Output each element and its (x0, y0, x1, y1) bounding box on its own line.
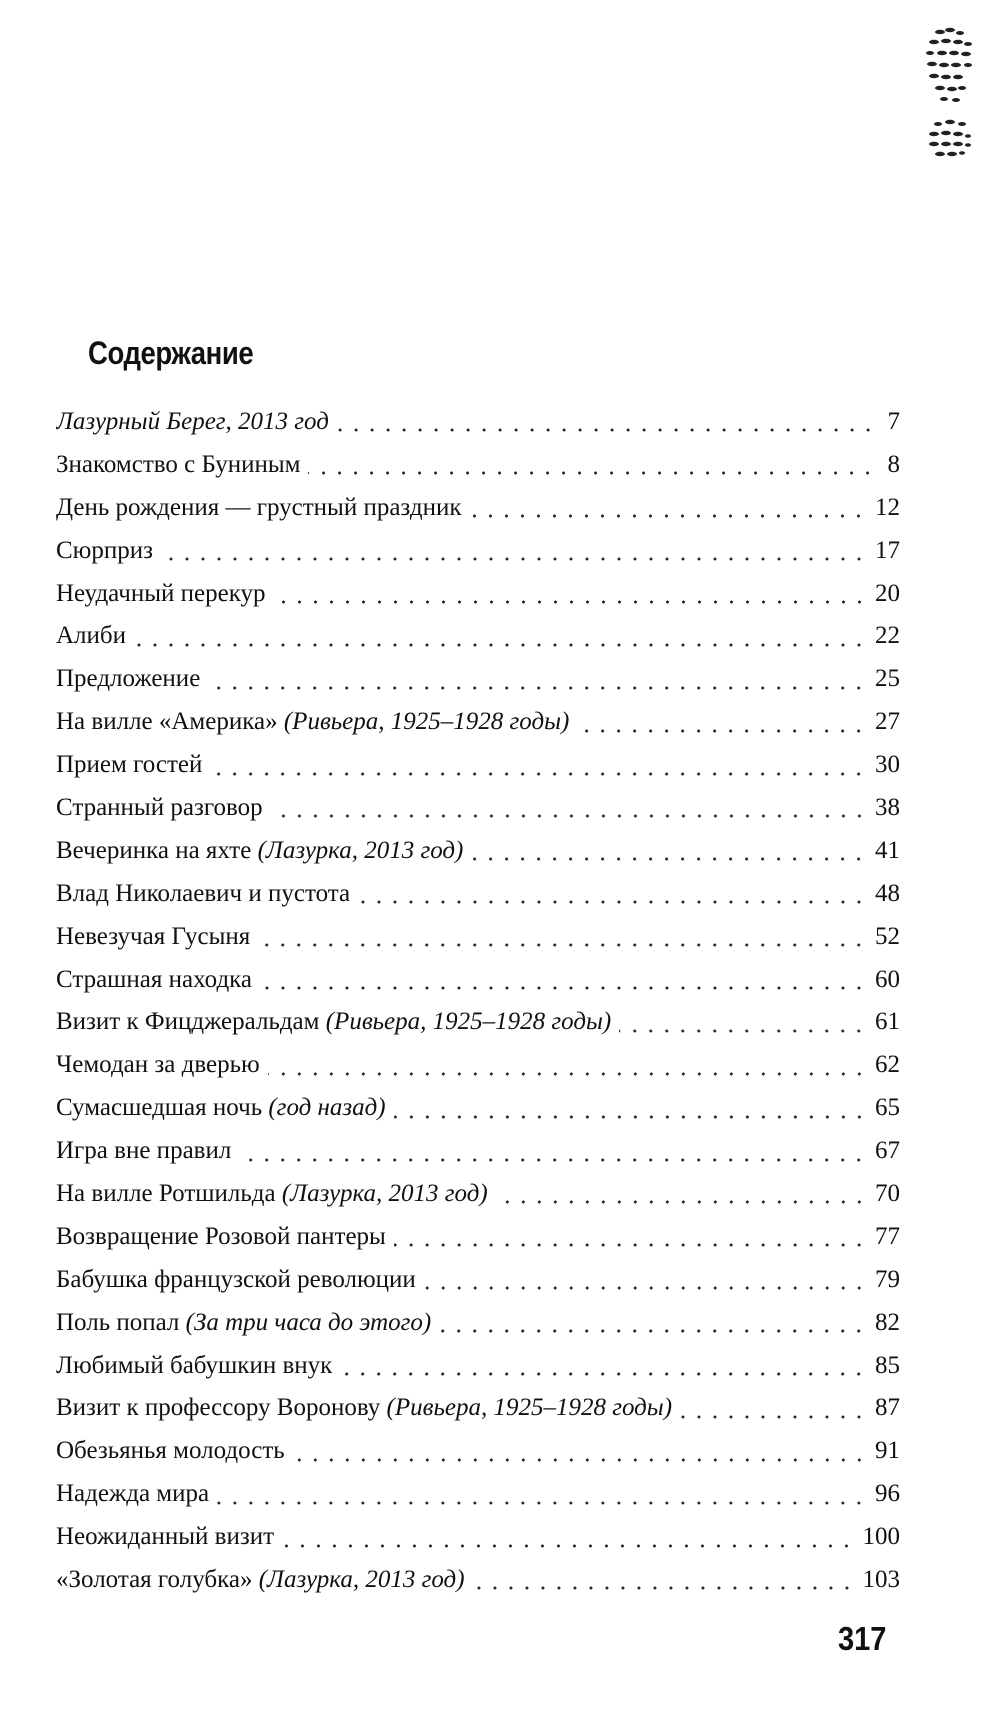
toc-entry-page: 67 (875, 1137, 900, 1165)
toc-entry-page: 100 (862, 1523, 900, 1551)
toc-entry-title (56, 873, 350, 916)
toc-entry-main: Прием гостей (56, 751, 203, 779)
toc-entry-title (56, 1516, 274, 1559)
toc-entry-page: 87 (875, 1394, 900, 1422)
toc-entry (56, 1345, 900, 1388)
toc-entry (56, 1130, 900, 1173)
toc-entry (56, 1387, 900, 1430)
toc-entry-subtitle: (Ривьера, 1925–1928 годы) (325, 1008, 612, 1036)
toc-entry-page: 17 (875, 536, 900, 564)
toc-entry-title (56, 487, 461, 530)
dot-leader (577, 729, 867, 733)
toc-entry-title (56, 1473, 209, 1516)
toc-entry (56, 658, 900, 701)
dot-leader (680, 1415, 867, 1419)
toc-entry-main: На вилле Ротшильда (56, 1180, 276, 1208)
toc-entry (56, 487, 900, 530)
toc-entry-main: Невезучая Гусыня (56, 922, 251, 950)
toc-entry-page: 12 (875, 493, 900, 521)
toc-entry-main: Сумасшедшая ночь (56, 1094, 263, 1122)
toc-entry (56, 787, 900, 830)
toc-entry-page: 48 (875, 879, 900, 907)
toc-entry-page: 70 (875, 1180, 900, 1208)
dot-leader (293, 1458, 867, 1462)
toc-entry-title (56, 1216, 386, 1259)
toc-entry-title (56, 530, 153, 573)
toc-entry-main: Любимый бабушкин внук (56, 1351, 333, 1379)
toc-entry-main: На вилле «Америка» (56, 708, 278, 736)
toc-entry-subtitle: (Лазурка, 2013 год) (281, 1180, 488, 1208)
toc-entry-page: 65 (875, 1094, 900, 1122)
toc-entry-page: 8 (887, 450, 900, 478)
dot-leader (469, 514, 867, 518)
dot-leader (274, 600, 867, 604)
dot-leader (268, 1072, 867, 1076)
toc-entry-page: 60 (875, 965, 900, 993)
toc-entry-title (56, 1087, 386, 1130)
toc-entry (56, 916, 900, 959)
dot-leader (340, 1372, 867, 1376)
toc-entry-main: Алиби (56, 622, 127, 650)
toc-entry-page: 27 (875, 708, 900, 736)
toc-entry-main: Влад Николаевич и пустота (56, 879, 351, 907)
toc-entry-page: 38 (875, 794, 900, 822)
toc-entry-page: 91 (875, 1437, 900, 1465)
toc-entry-page: 103 (862, 1566, 900, 1594)
toc-entry-title (56, 1130, 231, 1173)
toc-entry-subtitle: (За три часа до этого) (185, 1308, 432, 1336)
toc-entry-page: 30 (875, 751, 900, 779)
toc-heading: Содержание (88, 335, 254, 371)
toc-entry (56, 830, 900, 873)
toc-entry (56, 1559, 900, 1602)
toc-entry-title (56, 830, 463, 873)
toc-entry-title (56, 959, 252, 1002)
dot-leader (134, 643, 867, 647)
toc-entry-subtitle: (Ривьера, 1925–1928 годы) (386, 1394, 673, 1422)
toc-entry-page: 61 (875, 1008, 900, 1036)
toc-entry-page: 41 (875, 836, 900, 864)
dot-leader (424, 1286, 867, 1290)
toc-entry (56, 615, 900, 658)
toc-entry-page: 79 (875, 1265, 900, 1293)
dot-leader (208, 686, 867, 690)
toc-entry-main: Игра вне правил (56, 1137, 232, 1165)
toc-entry-page: 52 (875, 922, 900, 950)
toc-entry-page: 85 (875, 1351, 900, 1379)
toc-entry-title (56, 1387, 672, 1430)
toc-entry (56, 401, 900, 444)
toc-entry (56, 1473, 900, 1516)
dot-leader (271, 814, 867, 818)
dot-leader (239, 1158, 867, 1162)
toc-entry-title (56, 916, 250, 959)
toc-entry-page: 82 (875, 1308, 900, 1336)
dot-leader (258, 943, 867, 947)
toc-entry-title (56, 1302, 431, 1345)
toc-entry (56, 444, 900, 487)
toc-entry-subtitle: (Ривьера, 1925–1928 годы) (283, 708, 570, 736)
toc-entry-title (56, 787, 263, 830)
toc-entry (56, 1044, 900, 1087)
toc-entry-title (56, 573, 266, 616)
toc-entry-page: 62 (875, 1051, 900, 1079)
toc-entry (56, 573, 900, 616)
toc-entry (56, 744, 900, 787)
toc-entry-main: Странный разговор (56, 794, 263, 822)
toc-entry-subtitle: Лазурный Берег, 2013 год (56, 408, 329, 435)
toc-entry (56, 1516, 900, 1559)
dot-leader (282, 1544, 854, 1548)
dot-leader (394, 1115, 867, 1119)
toc-entry-main: Предложение (56, 665, 201, 693)
dot-leader (337, 428, 876, 432)
toc-entry-main: Неожиданный визит (56, 1523, 275, 1551)
toc-entry-main: Вечеринка на яхте (56, 836, 252, 864)
toc-entry (56, 873, 900, 916)
toc-entry-main: Знакомство с Буниным (56, 450, 301, 478)
toc-list (56, 401, 900, 1602)
dot-leader (217, 1501, 867, 1505)
toc-entry (56, 701, 900, 744)
toc-entry-main: Визит к профессору Воронову (56, 1394, 381, 1422)
toc-entry-main: Визит к Фицджеральдам (56, 1008, 320, 1036)
toc-entry (56, 1302, 900, 1345)
toc-entry (56, 1087, 900, 1130)
toc-entry (56, 1173, 900, 1216)
toc-entry (56, 1259, 900, 1302)
toc-entry-main: «Золотая голубка» (56, 1566, 253, 1594)
toc-entry-title (56, 744, 202, 787)
toc-entry-title (56, 1559, 465, 1602)
dot-leader (394, 1243, 867, 1247)
toc-entry-title (56, 401, 329, 444)
dot-leader (260, 986, 867, 990)
toc-entry-page: 77 (875, 1222, 900, 1250)
toc-entry-title (56, 658, 200, 701)
page-number: 317 (838, 1620, 887, 1657)
toc-entry-title (56, 615, 126, 658)
toc-entry (56, 1216, 900, 1259)
dot-leader (358, 900, 867, 904)
toc-entry-main: Чемодан за дверью (56, 1051, 260, 1079)
toc-entry-title (56, 1044, 260, 1087)
toc-entry (56, 959, 900, 1002)
toc-entry-title (56, 1173, 488, 1216)
toc-entry-subtitle: (Лазурка, 2013 год) (258, 1566, 465, 1594)
toc-entry (56, 1430, 900, 1473)
dot-leader (496, 1200, 867, 1204)
dot-leader (161, 557, 867, 561)
dot-leader (473, 1586, 855, 1590)
toc-entry-title (56, 1259, 416, 1302)
dot-leader (471, 857, 867, 861)
toc-entry-page: 7 (887, 408, 900, 435)
toc-entry-main: Сюрприз (56, 536, 153, 564)
toc-entry-main: Страшная находка (56, 965, 253, 993)
toc-entry-subtitle: (год назад) (268, 1094, 386, 1122)
toc-entry (56, 1001, 900, 1044)
toc-entry-main: Обезьянья молодость (56, 1437, 285, 1465)
toc-entry-subtitle: (Лазурка, 2013 год) (257, 836, 464, 864)
toc-entry (56, 530, 900, 573)
toc-entry-title (56, 444, 300, 487)
toc-entry-main: Бабушка французской революции (56, 1265, 416, 1293)
toc-entry-page: 22 (875, 622, 900, 650)
toc-entry-title (56, 701, 569, 744)
toc-entry-page: 20 (875, 579, 900, 607)
toc-entry-main: Надежда мира (56, 1480, 210, 1508)
toc-entry-title (56, 1345, 332, 1388)
footprint-icon (918, 20, 978, 170)
toc-entry-main: Поль попал (56, 1308, 180, 1336)
toc-entry-title (56, 1430, 285, 1473)
dot-leader (439, 1329, 867, 1333)
toc-entry-title (56, 1001, 611, 1044)
toc-entry-page: 96 (875, 1480, 900, 1508)
dot-leader (308, 471, 876, 475)
dot-leader (210, 772, 867, 776)
toc-entry-main: Возвращение Розовой пантеры (56, 1222, 386, 1250)
toc-entry-main: Неудачный перекур (56, 579, 266, 607)
toc-entry-main: День рождения — грустный праздник (56, 493, 462, 521)
toc-entry-page: 25 (875, 665, 900, 693)
dot-leader (619, 1029, 867, 1033)
